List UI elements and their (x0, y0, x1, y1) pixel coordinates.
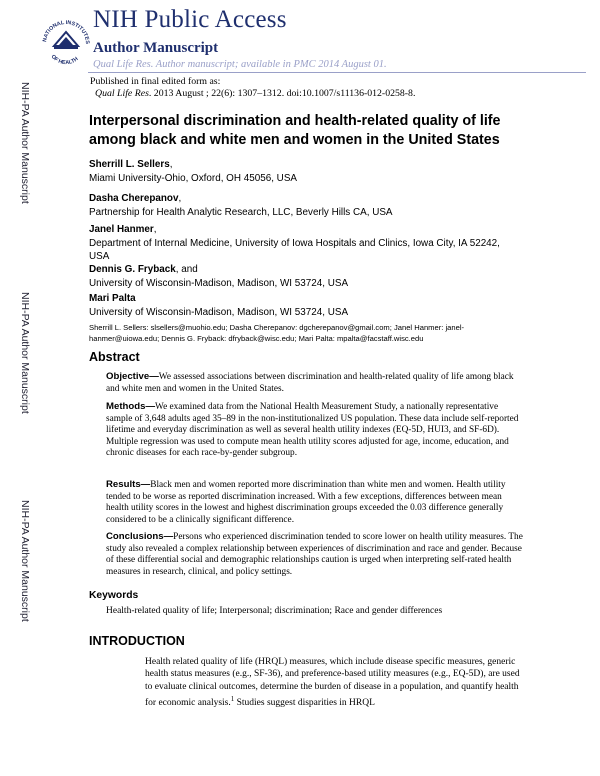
methods-label: Methods— (106, 401, 156, 412)
svg-text:OF HEALTH (50, 54, 80, 66)
objective-label: Objective— (106, 371, 159, 382)
manuscript-label: Author Manuscript (93, 40, 219, 56)
author-name: Sherrill L. Sellers, (89, 159, 173, 170)
logo-text-institutes: INSTITUTES (65, 19, 91, 45)
author-name: Janel Hanmer, (89, 224, 157, 235)
side-label-bottom: NIH-PA Author Manuscript (19, 500, 31, 622)
published-label: Published in final edited form as: (90, 76, 221, 87)
author-affiliation: Miami University-Ohio, Oxford, OH 45056, USA (89, 173, 297, 184)
availability-line: Qual Life Res. Author manuscript; available in PMC 2014 August 01. (93, 59, 387, 70)
author-name: Dasha Cherepanov, (89, 193, 182, 204)
side-label-middle: NIH-PA Author Manuscript (19, 292, 31, 414)
results-label: Results— (106, 479, 151, 490)
abstract-methods: Methods—We examined data from the National Health Measurement Study, a nationally representative sample of 3,648 adults aged 35–89 in the non-institutionalized US population. These data include self-reported lifetime and everyday discrimination as well as several health utility indexes (EQ-5D, HUI3, and SF-6D). Multiple regression was used to compute mean health utility scores adjusted for age, income, education, and chronic diseases for each race-by-gender subgroup. (106, 401, 519, 459)
keywords-list: Health-related quality of life; Interpersonal; discrimination; Race and gender differences (106, 606, 443, 616)
citation (95, 88, 415, 99)
repository-title: NIH Public Access (93, 6, 287, 33)
logo-text-national: NATIONAL (42, 20, 65, 43)
introduction-heading: INTRODUCTION (89, 634, 185, 648)
author-emails: Sherrill L. Sellers: slsellers@muohio.edu; Dasha Cherepanov: dgcherepanov@gmail.com; Janel Hanmer: janel-hanmer@uiowa.edu; Dennis G. Fryback: dfryback@wisc.edu; Mari Palta: mpalta@facstaff.wisc.edu (89, 323, 465, 343)
nih-logo (40, 10, 92, 72)
introduction-paragraph: Health related quality of life (HRQL) measures, which include disease specific measures, generic health status measures (e.g., SF-36), and preference-based utility measures (e.g., EQ-5D), are used to evaluate clinical outcomes, determine the burden of disease in a population, and quantify health for economic analysis.$^1$ Studies suggest disparities in HRQL (145, 657, 520, 709)
author-affiliation: University of Wisconsin-Madison, Madison, WI 53724, USA (89, 278, 349, 289)
abstract-heading: Abstract (89, 350, 140, 364)
author-name: Dennis G. Fryback, and (89, 264, 198, 275)
header-rule (88, 72, 586, 73)
keywords-heading: Keywords (89, 590, 139, 601)
abstract-objective: Objective—We assessed associations between discrimination and health-related quality of life among black and white men and women in the United States. (106, 371, 514, 394)
abstract-results: Results—Black men and women reported more discrimination than white men and women. Health utility tended to be worse as reported discrimination increased. With a few exceptions, differences between mean health utility scores in the lowest and highest discrimination groups exceeded the 0.03 difference generally considered to be a clinically significant difference. (106, 479, 506, 525)
author-affiliation: Department of Internal Medicine, University of Iowa Hospitals and Clinics, Iowa City, IA 52242, USA (89, 238, 500, 262)
journal-name: Qual Life Res (95, 88, 149, 99)
conclusions-label: Conclusions— (106, 531, 174, 542)
logo-text-health: OF HEALTH (49, 53, 80, 67)
author-name: Mari Palta (89, 293, 136, 304)
reference-marker[interactable]: 1 (230, 695, 235, 704)
article-title: Interpersonal discrimination and health-related quality of life among black and white men and women in the United States (89, 113, 501, 148)
citation-details: . 2013 August ; 22(6): 1307–1312. doi:10.1007/s11136-012-0258-8. (148, 88, 416, 99)
author-affiliation: Partnership for Health Analytic Research, LLC, Beverly Hills CA, USA (89, 207, 393, 218)
side-label-top: NIH-PA Author Manuscript (19, 82, 31, 204)
author-affiliation: University of Wisconsin-Madison, Madison, WI 53724, USA (89, 307, 349, 318)
abstract-conclusions: Conclusions—Persons who experienced discrimination tended to score lower on health utility measures. The study also revealed a complex relationship between experiences of discrimination and race and gender. Because of these differential social and demographic relationships caution is urged when interpreting self-rated health measures in research, clinical, and policy settings. (106, 531, 523, 577)
